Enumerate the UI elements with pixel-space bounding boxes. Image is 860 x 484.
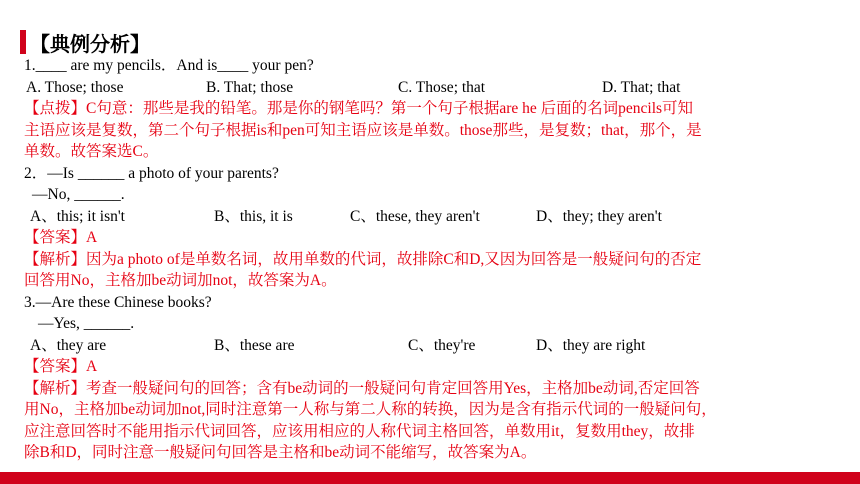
q1-option-d: D. That; that <box>602 78 681 96</box>
q2-answer: 【答案】A <box>24 229 98 246</box>
q1-option-a: A. Those; those <box>26 78 124 96</box>
q3-analysis-line: 除B和D，同时注意一般疑问句回答是主格和be动词不能缩写，故答案为A。 <box>24 444 537 461</box>
q3-option-d: D、they are right <box>536 336 646 354</box>
q1-question: 1.____ are my pencils．And is____ your pen? <box>24 57 314 74</box>
q1-analysis-line: 【点拨】C句意：那些是我的铅笔。那是你的钢笔吗？第一个句子根据are he 后面的名词pencils可知 <box>24 100 694 117</box>
q2-option-d: D、they; they aren't <box>536 207 662 225</box>
q2-option-c: C、these, they aren't <box>350 207 480 225</box>
section-heading: 【典例分析】 <box>30 32 150 56</box>
q1-analysis-line: 单数。故答案选C。 <box>24 143 159 160</box>
q3-options <box>24 335 840 357</box>
q2-options <box>24 206 840 228</box>
q3-analysis-line: 用No，主格加be动词加not,同时注意第一人称与第二人称的转换，因为是含有指示代词的一般疑问句， <box>24 401 717 418</box>
q1-options <box>24 77 840 99</box>
q3-option-c: C、they're <box>408 336 476 354</box>
q3-option-b: B、these are <box>214 336 295 354</box>
q2-analysis-line: 【解析】因为a photo of是单数名词，故用单数的代词，故排除C和D,又因为回答是一般疑问句的否定 <box>24 250 702 268</box>
bottom-accent-bar <box>0 472 860 484</box>
q3-reply: —Yes, ______. <box>38 315 135 332</box>
q3-question: 3.—Are these Chinese books? <box>24 293 212 311</box>
q3-analysis-line: 【解析】考查一般疑问句的回答；含有be动词的一般疑问句肯定回答用Yes，主格加be动词,否定回答 <box>24 379 700 397</box>
q2-option-a: A、this; it isn't <box>30 207 125 225</box>
q1-option-c: C. Those; that <box>398 78 486 96</box>
q3-answer: 【答案】A <box>24 358 98 375</box>
exercise-content <box>24 55 840 464</box>
q2-option-b: B、this, it is <box>214 207 293 225</box>
q2-reply: —No, ______. <box>32 186 125 203</box>
q1-option-b: B. That; those <box>206 78 294 96</box>
q3-option-a: A、they are <box>30 336 107 354</box>
heading-accent-bar <box>20 30 26 54</box>
q1-analysis-line: 主语应该是复数，第二个句子根据is和pen可知主语应该是单数。those那些，是复数；that，那个，是 <box>24 121 702 139</box>
q2-analysis-line: 回答用No，主格加be动词加not，故答案为A。 <box>24 272 337 289</box>
q2-question: 2．—Is ______ a photo of your parents? <box>24 164 279 182</box>
q3-analysis-line: 应注意回答时不能用指示代词回答，应该用相应的人称代词主格回答，单数用it，复数用they，故排 <box>24 422 695 440</box>
